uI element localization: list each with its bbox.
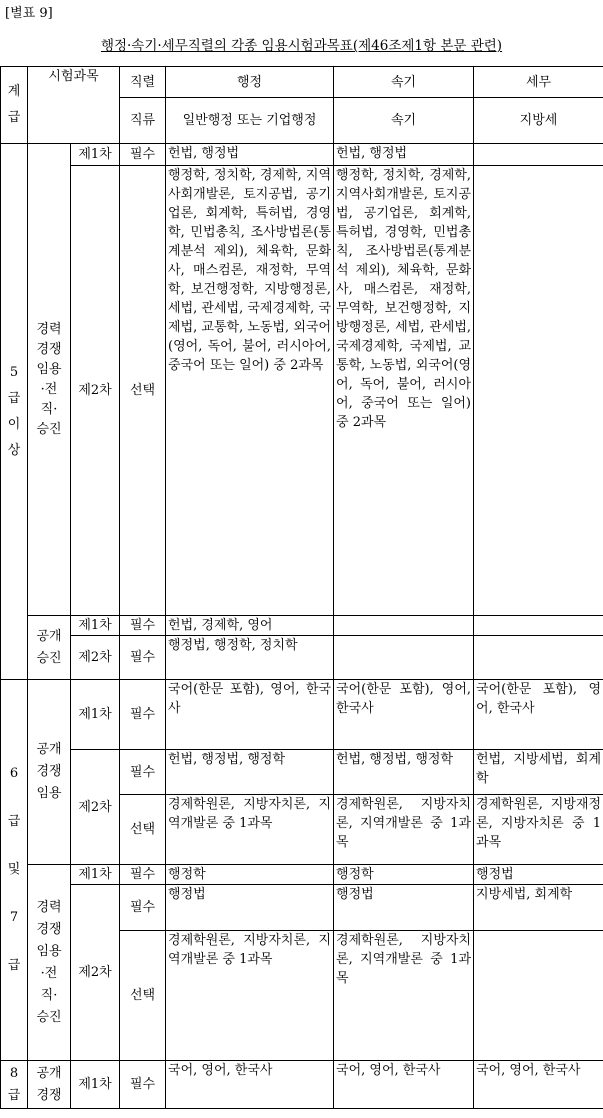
grade5-r4-stage: 제2차 (71, 636, 120, 680)
grade5-r1-type: 필수 (120, 144, 166, 166)
grade5-r1-admin: 헌법, 행정법 (166, 144, 334, 166)
grade67-r4-type: 필수 (120, 865, 166, 885)
grade8-r1-admin: 국어, 영어, 한국사 (166, 1061, 334, 1109)
header-series: 직렬 (120, 67, 166, 98)
grade5-r3-steno (334, 616, 474, 636)
grade67-r4-stage: 제1차 (71, 865, 120, 885)
grade67-r5-stage: 제2차 (71, 885, 120, 1061)
table-label: [별표 9] (5, 6, 53, 21)
grade67-r6-tax (474, 931, 603, 1061)
grade67-r5-steno: 행정법 (334, 885, 474, 931)
grade5-r4-tax (474, 636, 603, 680)
grade67-r5-type: 필수 (120, 885, 166, 931)
grade67-r6-admin: 경제학원론, 지방자치론, 지역개발론 중 1과목 (166, 931, 334, 1061)
grade67-r2-stage: 제2차 (71, 750, 120, 865)
grade67-r4-tax: 행정법 (474, 865, 603, 885)
grade67-r6-type: 선택 (120, 931, 166, 1061)
grade5-r1-tax (474, 144, 603, 166)
grade8-r1-tax: 국어, 영어, 한국사 (474, 1061, 603, 1109)
grade67-career: 경력경쟁임용·전직·승진 (28, 865, 71, 1061)
grade5-r3-tax (474, 616, 603, 636)
grade5-open: 공개승진 (28, 616, 71, 680)
grade5-r3-type: 필수 (120, 616, 166, 636)
grade67-r1-tax: 국어(한문 포함), 영어, 한국사 (474, 680, 603, 750)
grade5-r2-stage: 제2차 (71, 166, 120, 616)
grade5-r3-admin: 헌법, 경제학, 영어 (166, 616, 334, 636)
grade67-label: 6급및7급 (1, 680, 28, 1061)
grade67-r1-type: 필수 (120, 680, 166, 750)
grade67-r3-type: 선택 (120, 795, 166, 865)
grade67-r1-admin: 국어(한문 포함), 영어, 한국사 (166, 680, 334, 750)
grade5-r2-admin: 행정학, 정치학, 경제학, 지역사회개발론, 토지공법, 공기업론, 회계학, 특허법, 경영학, 민법총칙, 조사방법론(통계분석 제외), 체육학, 문화사, 매스컴론, 재정학, 무역학, 보건행정학, 지방행정론, 세법, 관세법, 국제경제학, 국제법, 교통학, 노동법, 외국어(영어, 독어, 불어, 러시아어, 중국어 또는 일어) 중 2과목 (166, 166, 334, 616)
header-role: 직류 (120, 98, 166, 144)
header-subject: 시험과목 (28, 67, 120, 144)
grade67-r5-tax: 지방세법, 회계학 (474, 885, 603, 931)
grade8-label: 8급 (1, 1061, 28, 1109)
grade5-r3-stage: 제1차 (71, 616, 120, 636)
page-title: 행정·속기·세무직렬의 각종 임용시험과목표(제46조제1항 본문 관련) (100, 38, 503, 54)
admin-role: 일반행정 또는 기업행정 (166, 98, 334, 144)
header-tax: 세무 (474, 67, 603, 98)
steno-role: 속기 (334, 98, 474, 144)
grade5-r4-type: 필수 (120, 636, 166, 680)
tax-role: 지방세 (474, 98, 603, 144)
grade67-r3-tax: 경제학원론, 지방재정론, 지방자치론 중 1과목 (474, 795, 603, 865)
header-admin: 행정 (166, 67, 334, 98)
grade5-r2-type: 선택 (120, 166, 166, 616)
grade5-r4-admin: 행정법, 행정학, 정치학 (166, 636, 334, 680)
exam-subjects-table (0, 66, 603, 1109)
header-grade: 계급 (1, 67, 28, 144)
grade5-r1-steno: 헌법, 행정법 (334, 144, 474, 166)
grade67-r3-steno: 경제학원론, 지방자치론, 지역개발론 중 1과목 (334, 795, 474, 865)
grade67-r6-steno: 경제학원론, 지방자치론, 지역개발론 중 1과목 (334, 931, 474, 1061)
grade67-r2-steno: 헌법, 행정법, 행정학 (334, 750, 474, 795)
grade5-r2-tax (474, 166, 603, 616)
grade67-r2-tax: 헌법, 지방세법, 회계학 (474, 750, 603, 795)
grade67-r1-stage: 제1차 (71, 680, 120, 750)
grade67-r5-admin: 행정법 (166, 885, 334, 931)
grade5-r1-stage: 제1차 (71, 144, 120, 166)
grade67-r3-admin: 경제학원론, 지방자치론, 지역개발론 중 1과목 (166, 795, 334, 865)
grade5-label: 5급이상 (1, 144, 28, 680)
grade67-r2-admin: 헌법, 행정법, 행정학 (166, 750, 334, 795)
grade67-r1-steno: 국어(한문 포함), 영어, 한국사 (334, 680, 474, 750)
grade5-r4-steno (334, 636, 474, 680)
grade8-r1-steno: 국어, 영어, 한국사 (334, 1061, 474, 1109)
grade8-open: 공개경쟁 (28, 1061, 71, 1109)
header-steno: 속기 (334, 67, 474, 98)
grade67-open: 공개경쟁임용 (28, 680, 71, 865)
grade8-r1-type: 필수 (120, 1061, 166, 1109)
grade5-career: 경력경쟁임용·전직·승진 (28, 144, 71, 616)
grade8-r1-stage: 제1차 (71, 1061, 120, 1109)
grade5-r2-steno: 행정학, 정치학, 경제학, 지역사회개발론, 토지공법, 공기업론, 회계학, 특허법, 경영학, 민법총칙, 조사방법론(통계분석 제외), 체육학, 문화사, 매스컴론, 재정학, 무역학, 보건행정학, 지방행정론, 세법, 관세법, 국제경제학, 국제법, 교통학, 노동법, 외국어(영어, 독어, 불어, 러시아어, 중국어 또는 일어) 중 2과목 (334, 166, 474, 616)
grade67-r4-steno: 행정학 (334, 865, 474, 885)
grade67-r4-admin: 행정학 (166, 865, 334, 885)
grade67-r2-type: 필수 (120, 750, 166, 795)
